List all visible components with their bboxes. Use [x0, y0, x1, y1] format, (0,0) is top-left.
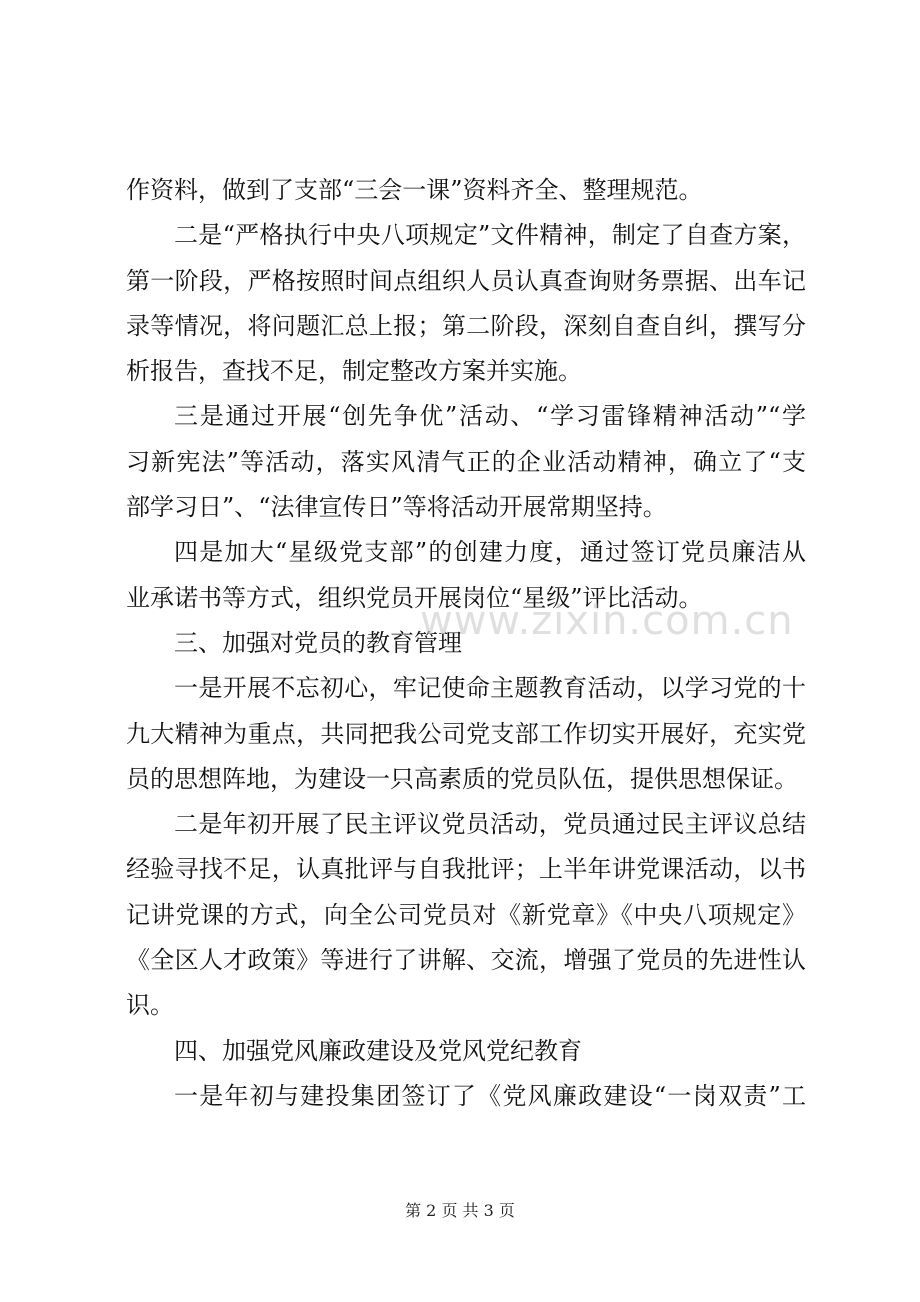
text-line: 一是年初与建投集团签订了《党风廉政建设“一岗双责”工	[174, 1081, 806, 1110]
paragraph-theme-education	[126, 666, 806, 802]
text-line: 习新宪法”等活动，落实风清气正的企业活动精神，确立了“支	[126, 447, 806, 476]
text-line: 《全区人才政策》等进行了讲解、交流，增强了党员的先进性认	[126, 946, 806, 975]
text-line: 四是加大“星级党支部”的创建力度，通过签订党员廉洁从	[174, 538, 806, 567]
paragraph-continuation	[126, 168, 806, 213]
text-line: 业承诺书等方式，组织党员开展岗位“星级”评比活动。	[126, 583, 703, 612]
section-heading: 四、加强党风廉政建设及党风党纪教育	[174, 1036, 582, 1065]
paragraph-activities	[126, 394, 806, 530]
paragraph-star-branch	[126, 530, 806, 621]
text-line: 作资料，做到了支部“三会一课”资料齐全、整理规范。	[126, 176, 703, 204]
text-line: 部学习日”、“法律宣传日”等将活动开展常期坚持。	[126, 493, 667, 522]
section-heading: 三、加强对党员的教育管理	[174, 628, 462, 657]
text-line: 二是“严格执行中央八项规定”文件精神，制定了自查方案，	[174, 221, 806, 250]
paragraph-self-inspection	[126, 213, 806, 394]
section-heading-integrity	[126, 1029, 806, 1074]
text-line: 九大精神为重点，共同把我公司党支部工作切实开展好，充实党	[126, 719, 806, 748]
document-body	[126, 168, 806, 1119]
text-line: 经验寻找不足，认真批评与自我批评；上半年讲党课活动，以书	[126, 855, 806, 884]
text-line: 记讲党课的方式，向全公司党员对《新党章》《中央八项规定》	[126, 900, 806, 929]
section-heading-education	[126, 621, 806, 666]
text-line: 录等情况，将问题汇总上报；第二阶段，深刻自查自纠，撰写分	[126, 311, 806, 340]
text-line: 第一阶段，严格按照时间点组织人员认真查询财务票据、出车记	[126, 266, 806, 295]
paragraph-responsibility	[126, 1074, 806, 1119]
text-line: 一是开展不忘初心，牢记使命主题教育活动，以学习党的十	[174, 674, 806, 703]
text-line: 识。	[126, 991, 174, 1020]
paragraph-democratic-review	[126, 802, 806, 1028]
text-line: 员的思想阵地，为建设一只高素质的党员队伍，提供思想保证。	[126, 764, 798, 793]
page-number-footer: 第 2 页 共 3 页	[405, 1201, 515, 1220]
watermark: www.zixin.com.cn	[420, 598, 794, 644]
text-line: 二是年初开展了民主评议党员活动，党员通过民主评议总结	[174, 810, 806, 839]
text-line: 析报告，查找不足，制定整改方案并实施。	[126, 357, 582, 386]
text-line: 三是通过开展“创先争优”活动、“学习雷锋精神活动”“学	[174, 402, 806, 431]
